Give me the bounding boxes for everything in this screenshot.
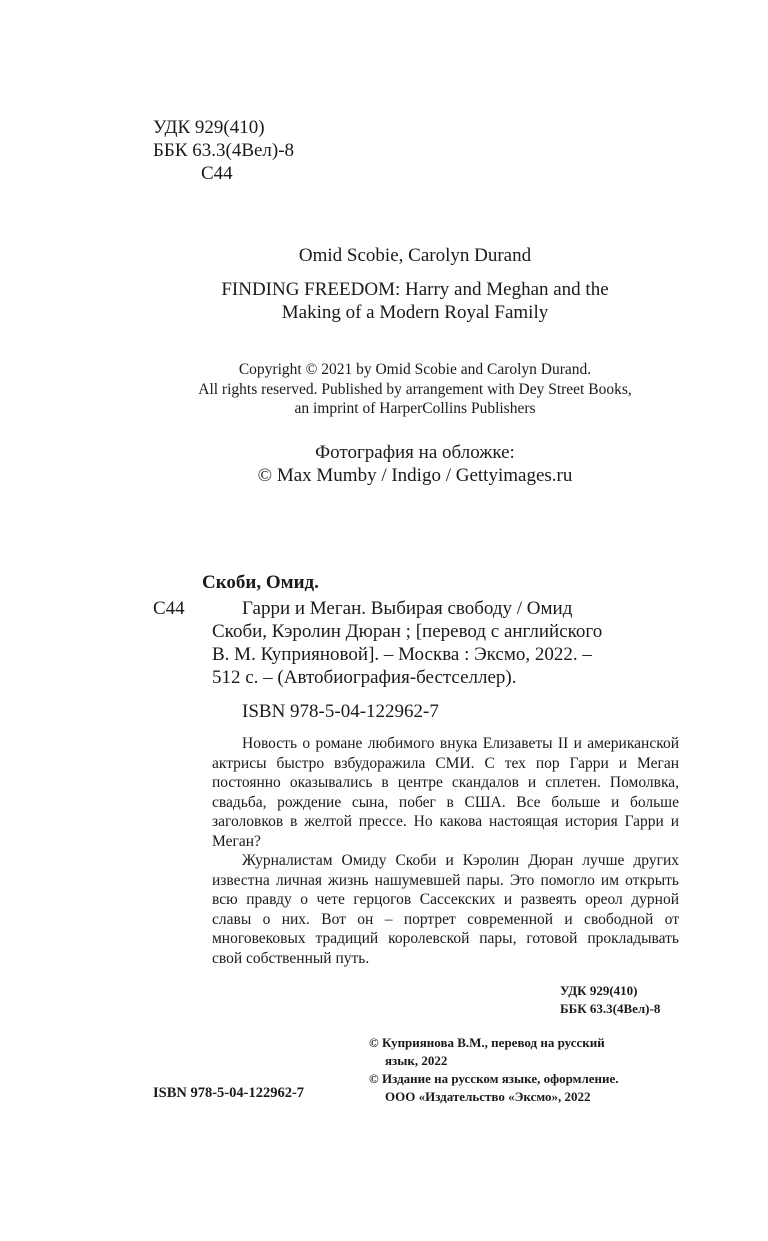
edition-copyright-line-2: ООО «Издательство «Эксмо», 2022 — [385, 1089, 591, 1104]
bottom-udk-code: УДК 929(410) — [560, 983, 638, 998]
bib-line-4: 512 с. – (Автобиография-бестселлер). — [212, 667, 517, 688]
bib-description — [212, 597, 679, 689]
cover-photo-credit — [100, 441, 730, 487]
cover-photo-label: Фотография на обложке: — [315, 442, 515, 463]
bottom-bbk-code: ББК 63.3(4Вел)-8 — [560, 1001, 661, 1016]
copyright-line-3: an imprint of HarperCollins Publishers — [294, 400, 536, 417]
cover-photo-source: © Max Mumby / Indigo / Gettyimages.ru — [257, 465, 573, 486]
bib-isbn: ISBN 978-5-04-122962-7 — [242, 701, 439, 722]
translation-copyright-line-1: © Куприянова В.М., перевод на русский — [369, 1035, 605, 1050]
author-mark: С44 — [201, 163, 233, 184]
copyright-line-2: All rights reserved. Published by arrangement with Dey Street Books, — [198, 380, 632, 398]
original-authors: Omid Scobie, Carolyn Durand — [298, 245, 532, 266]
bib-line-3: В. М. Куприяновой]. – Москва : Эксмо, 2022. – — [212, 644, 592, 665]
annotation — [212, 734, 679, 968]
bib-heading: Скоби, Омид. — [202, 572, 319, 593]
bib-line-1: Гарри и Меган. Выбирая свободу / Омид — [242, 598, 573, 619]
bib-line-2: Скоби, Кэролин Дюран ; [перевод с английского — [212, 621, 603, 642]
udk-code: УДК 929(410) — [153, 117, 265, 138]
original-title — [100, 278, 730, 324]
bib-mark: С44 — [153, 598, 185, 619]
annotation-paragraph-2: Журналистам Омиду Скоби и Кэролин Дюран лучше других известна личная жизнь нашумевшей пары. Это помогло им открыть всю правду о чете герцогов Сассекских и развеять ореол дурной славы о них. Вот он – портрет современной и свободной от многовековых традиций королевской пары, готовой прокладывать свой собственный путь. — [212, 852, 679, 967]
imprint-isbn: ISBN 978-5-04-122962-7 — [153, 1085, 305, 1101]
bbk-code: ББК 63.3(4Вел)-8 — [153, 140, 295, 161]
original-title-line-1: FINDING FREEDOM: Harry and Meghan and the — [221, 279, 609, 300]
edition-copyright-line-1: © Издание на русском языке, оформление. — [369, 1071, 619, 1086]
bottom-classification — [560, 982, 660, 1018]
translation-copyright-line-2: язык, 2022 — [385, 1053, 448, 1068]
copyright-holders — [369, 1034, 619, 1106]
copyright-notice — [100, 360, 730, 419]
classification-block — [153, 116, 294, 185]
copyright-line-1: Copyright © 2021 by Omid Scobie and Carolyn Durand. — [238, 361, 592, 378]
original-title-line-2: Making of a Modern Royal Family — [281, 302, 549, 323]
annotation-paragraph-1: Новость о романе любимого внука Елизаветы II и американской актрисы быстро взбудоражила СМИ. С тех пор Гарри и Меган постоянно оказывались в центре скандалов и сплетен. Помолвка, свадьба, рождение сына, побег в США. Все больше и больше заголовков в желтой прессе. Но какова настоящая история Гарри и Меган? — [212, 735, 679, 850]
